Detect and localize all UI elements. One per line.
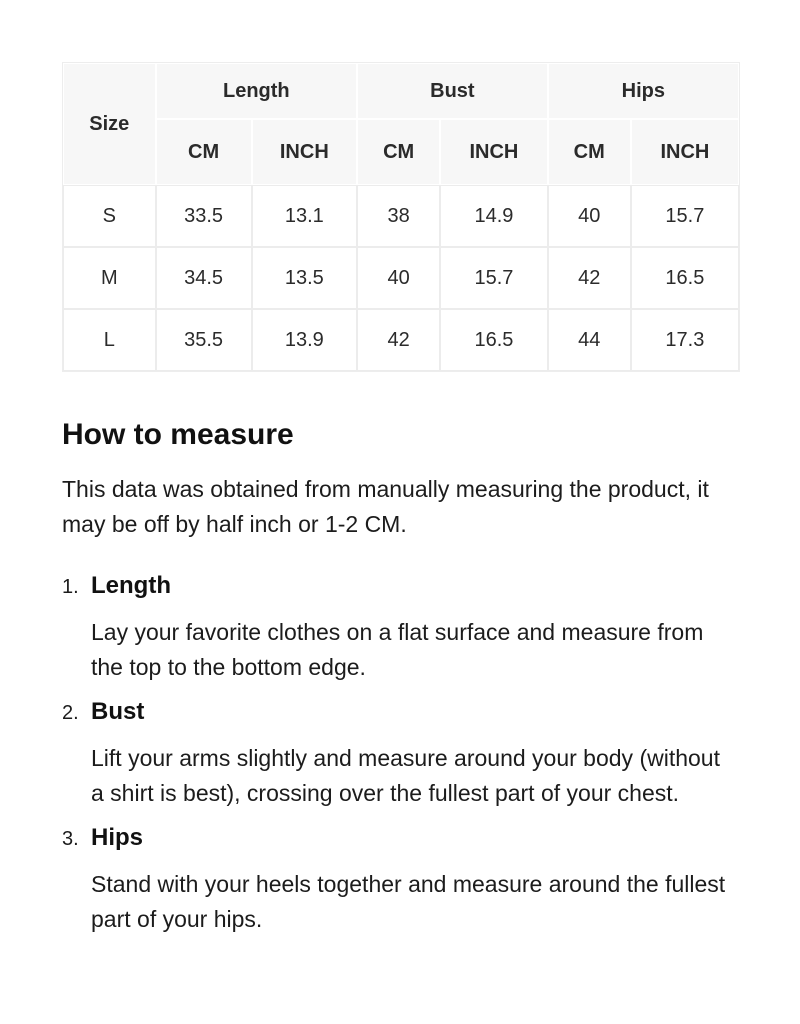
value-cell: 17.3 xyxy=(631,309,739,371)
bust-group-header: Bust xyxy=(357,63,548,119)
bust-inch-header: INCH xyxy=(440,119,547,185)
value-cell: 15.7 xyxy=(440,247,547,309)
value-cell: 15.7 xyxy=(631,185,739,247)
value-cell: 13.1 xyxy=(252,185,357,247)
step-description-length: Lay your favorite clothes on a flat surface and measure from the top to the bottom edge. xyxy=(91,619,704,680)
step-description-bust: Lift your arms slightly and measure around your body (without a shirt is best), crossing over the fullest part of your chest. xyxy=(91,745,720,806)
value-cell: 13.5 xyxy=(252,247,357,309)
value-cell: 40 xyxy=(357,247,440,309)
value-cell: 42 xyxy=(548,247,631,309)
step-title-hips: Hips xyxy=(91,824,144,851)
step-number: 3. xyxy=(62,828,79,850)
step-title-bust: Bust xyxy=(91,698,145,725)
value-cell: 40 xyxy=(548,185,631,247)
size-chart-table xyxy=(62,62,740,372)
step-body xyxy=(91,572,740,685)
step-title-length: Length xyxy=(91,572,171,599)
step-description-hips: Stand with your heels together and measure around the fullest part of your hips. xyxy=(91,871,726,932)
measure-steps-list xyxy=(62,572,740,937)
value-cell: 38 xyxy=(357,185,440,247)
table-row-size-s xyxy=(63,185,739,247)
size-label: S xyxy=(63,185,156,247)
step-number: 2. xyxy=(62,702,79,724)
value-cell: 34.5 xyxy=(156,247,252,309)
value-cell: 44 xyxy=(548,309,631,371)
table-row-size-l xyxy=(63,309,739,371)
value-cell: 13.9 xyxy=(252,309,357,371)
size-column-header: Size xyxy=(63,63,156,185)
how-to-measure-heading: How to measure xyxy=(62,418,294,451)
value-cell: 33.5 xyxy=(156,185,252,247)
value-cell: 35.5 xyxy=(156,309,252,371)
hips-group-header: Hips xyxy=(548,63,739,119)
step-number: 1. xyxy=(62,576,79,598)
value-cell: 42 xyxy=(357,309,440,371)
step-body xyxy=(91,698,740,811)
list-item-bust xyxy=(62,698,740,811)
measure-disclaimer-text: This data was obtained from manually measuring the product, it may be off by half inch or 1-2 CM. xyxy=(62,476,709,537)
hips-inch-header: INCH xyxy=(631,119,739,185)
length-inch-header: INCH xyxy=(252,119,357,185)
value-cell: 14.9 xyxy=(440,185,547,247)
length-cm-header: CM xyxy=(156,119,252,185)
size-label: M xyxy=(63,247,156,309)
value-cell: 16.5 xyxy=(440,309,547,371)
list-item-hips xyxy=(62,824,740,937)
length-group-header: Length xyxy=(156,63,357,119)
value-cell: 16.5 xyxy=(631,247,739,309)
bust-cm-header: CM xyxy=(357,119,440,185)
step-body xyxy=(91,824,740,937)
list-item-length xyxy=(62,572,740,685)
table-row-size-m xyxy=(63,247,739,309)
hips-cm-header: CM xyxy=(548,119,631,185)
size-label: L xyxy=(63,309,156,371)
